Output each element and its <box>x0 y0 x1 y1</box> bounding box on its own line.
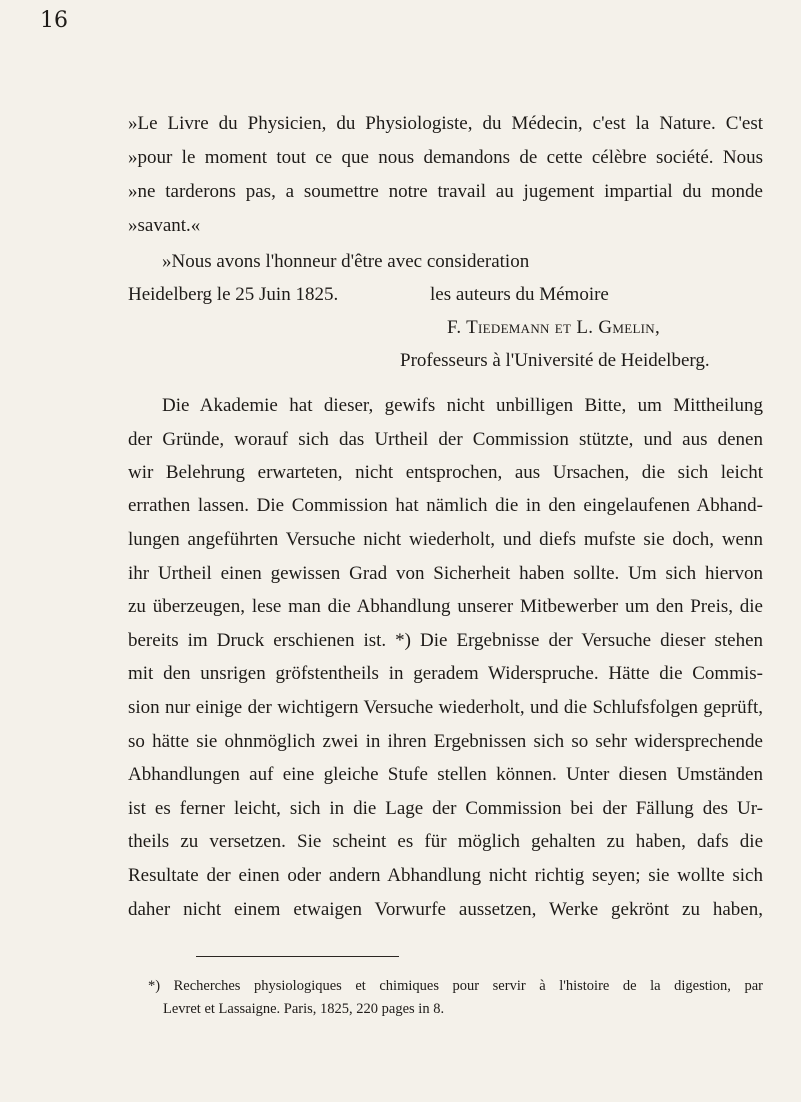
body-line: Resultate der einen oder andern Abhandlung nicht richtig seyen; sie wollte sich <box>128 865 763 886</box>
footnote-line: Levret et Lassaigne. Paris, 1825, 220 pages in 8. <box>163 1001 445 1017</box>
signature-authors: les auteurs du Mémoire <box>430 284 609 305</box>
footnote-line: *) Recherches physiologiques et chimiques pour servir à l'histoire de la digestion, par <box>148 978 763 994</box>
signature-names: F. Tiedemann et L. Gmelin, <box>447 317 661 338</box>
body-line: wir Belehrung erwarteten, nicht entsprochen, aus Ursachen, die sich leicht <box>128 462 763 483</box>
body-line: ist es ferner leicht, sich in die Lage der Commission bei der Fällung des Ur- <box>128 798 763 819</box>
quote-line: »pour le moment tout ce que nous demandons de cette célèbre société. Nous <box>128 147 763 168</box>
body-line: lungen angeführten Versuche nicht wiederholt, und diefs mufste sie doch, wenn <box>128 529 763 550</box>
closing-formula: »Nous avons l'honneur d'être avec consideration <box>162 251 530 272</box>
place-date: Heidelberg le 25 Juin 1825. <box>128 284 339 305</box>
footnote-rule <box>196 956 399 957</box>
body-line: Abhandlungen auf eine gleiche Stufe stellen können. Unter diesen Umständen <box>128 764 763 785</box>
body-line: mit den unsrigen gröfstentheils in geradem Widerspruche. Hätte die Commis- <box>128 663 763 684</box>
quote-line: »Le Livre du Physicien, du Physiologiste, du Médecin, c'est la Nature. C'est <box>128 113 763 134</box>
body-line: ihr Urtheil einen gewissen Grad von Sicherheit haben sollte. Um sich hiervon <box>128 563 763 584</box>
body-line: errathen lassen. Die Commission hat nämlich die in den eingelaufenen Abhand- <box>128 495 763 516</box>
body-line: theils zu versetzen. Sie scheint es für möglich gehalten zu haben, dafs die <box>128 831 763 852</box>
signature-position: Professeurs à l'Université de Heidelberg. <box>400 350 710 371</box>
body-line: so hätte sie ohnmöglich zwei in ihren Ergebnissen sich so sehr widersprechende <box>128 731 763 752</box>
body-line: Die Akademie hat dieser, gewifs nicht unbilligen Bitte, um Mittheilung <box>162 395 763 416</box>
body-line: sion nur einige der wichtigern Versuche wiederholt, und die Schlufsfolgen geprüft, <box>128 697 763 718</box>
quote-line: »savant.« <box>128 215 201 236</box>
body-line: zu überzeugen, lese man die Abhandlung unserer Mitbewerber um den Preis, die <box>128 596 763 617</box>
quote-line: »ne tarderons pas, a soumettre notre travail au jugement impartial du monde <box>128 181 763 202</box>
body-line: der Gründe, worauf sich das Urtheil der Commission stützte, und aus denen <box>128 429 763 450</box>
body-line: daher nicht einem etwaigen Vorwurfe aussetzen, Werke gekrönt zu haben, <box>128 899 763 920</box>
page-number: 16 <box>40 8 68 33</box>
body-line: bereits im Druck erschienen ist. *) Die Ergebnisse der Versuche dieser stehen <box>128 630 763 651</box>
